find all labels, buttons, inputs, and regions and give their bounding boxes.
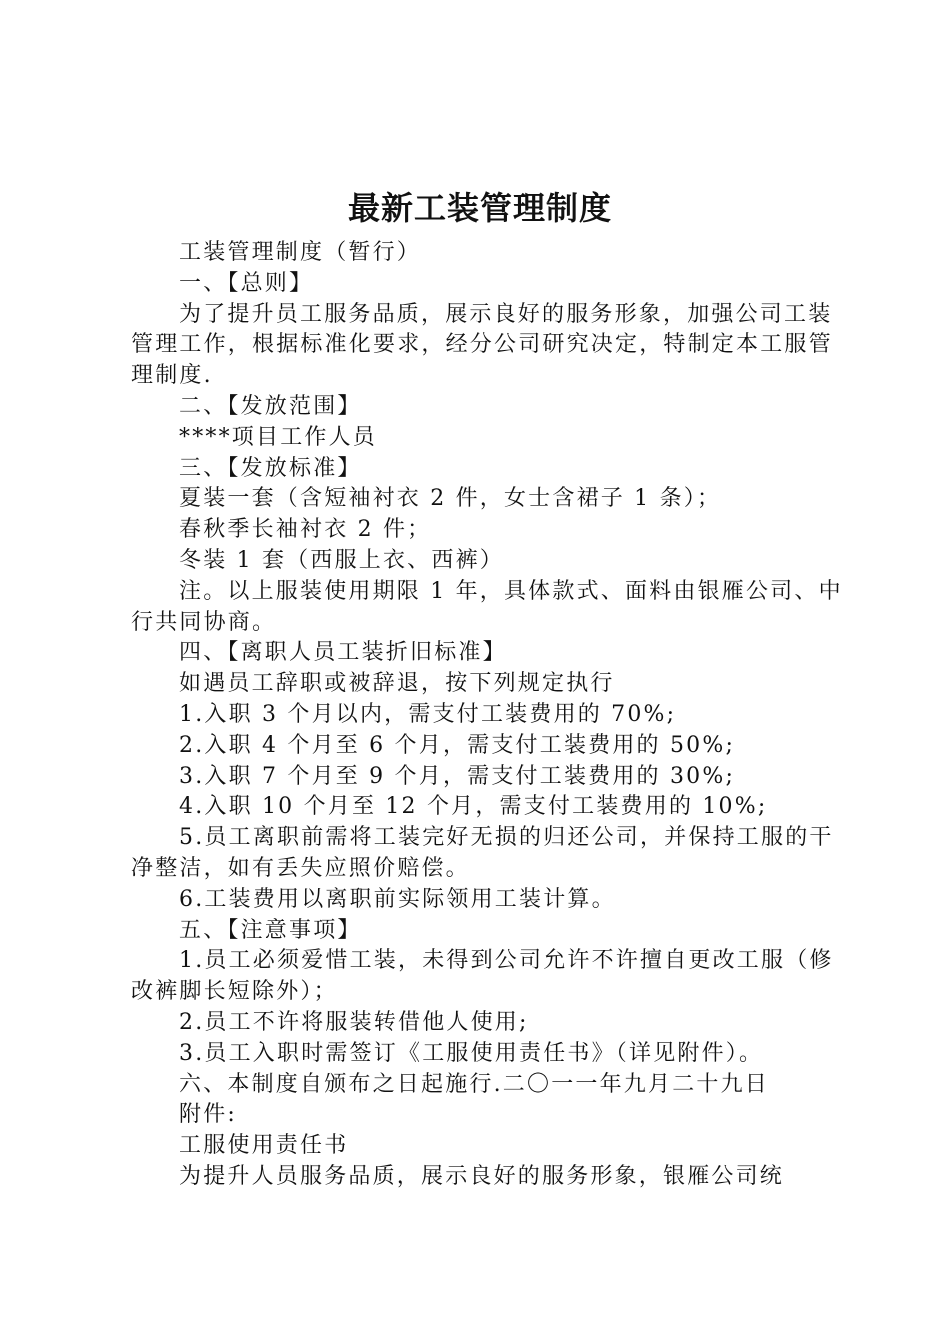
paragraph: 六、本制度自颁布之日起施行.二〇一一年九月二十九日 [179,1071,769,1097]
section-heading-standard: 三、【发放标准】 [179,455,362,481]
list-item: 3.入职 7 个月至 9 个月，需支付工装费用的 30%; [179,763,736,789]
document-body [131,238,843,1193]
paragraph: 附件: [179,1102,238,1128]
paragraph: 春秋季长袖衬衣 2 件； [179,517,432,543]
section-heading-general: 一、【总则】 [179,270,314,296]
paragraph: 夏装一套（含短袖衬衣 2 件，女士含裙子 1 条）； [179,486,722,512]
section-heading-notes: 五、【注意事项】 [179,917,362,943]
section-heading-depreciation: 四、【离职人员工装折旧标准】 [179,640,507,666]
list-item: 1.入职 3 个月以内，需支付工装费用的 70%; [179,701,677,727]
paragraph: 工服使用责任书 [179,1133,349,1159]
list-item: 3.员工入职时需签订《工服使用责任书》（详见附件）。 [179,1040,764,1066]
paragraph: 为提升人员服务品质，展示良好的服务形象，银雁公司统 [179,1163,785,1189]
paragraph: 注。以上服装使用期限 1 年，具体款式、面料由银雁公司、中行共同协商。 [131,578,843,635]
section-heading-scope: 二、【发放范围】 [179,393,362,419]
paragraph: ****项目工作人员 [179,424,378,450]
document-title: 最新工装管理制度 [347,189,612,227]
list-item: 4.入职 10 个月至 12 个月，需支付工装费用的 10%; [179,794,768,820]
list-item: 6.工装费用以离职前实际领用工装计算。 [179,886,616,912]
paragraph: 如遇员工辞职或被辞退，按下列规定执行 [179,671,615,697]
paragraph: 为了提升员工服务品质，展示良好的服务形象，加强公司工装管理工作，根据标准化要求，经分公司研究决定，特制定本工服管理制度. [131,301,833,389]
paragraph: 冬装 1 套（西服上衣、西裤） [179,547,504,573]
list-item: 5.员工离职前需将工装完好无损的归还公司，并保持工服的干净整洁，如有丢失应照价赔偿。 [131,825,834,881]
subtitle-paragraph: 工装管理制度（暂行） [179,240,422,265]
list-item: 1.员工必须爱惜工装，未得到公司允许不许擅自更改工服（修改裤脚长短除外）； [131,948,834,1005]
list-item: 2.员工不许将服装转借他人使用; [179,1009,529,1035]
list-item: 2.入职 4 个月至 6 个月，需支付工装费用的 50%; [179,732,736,758]
